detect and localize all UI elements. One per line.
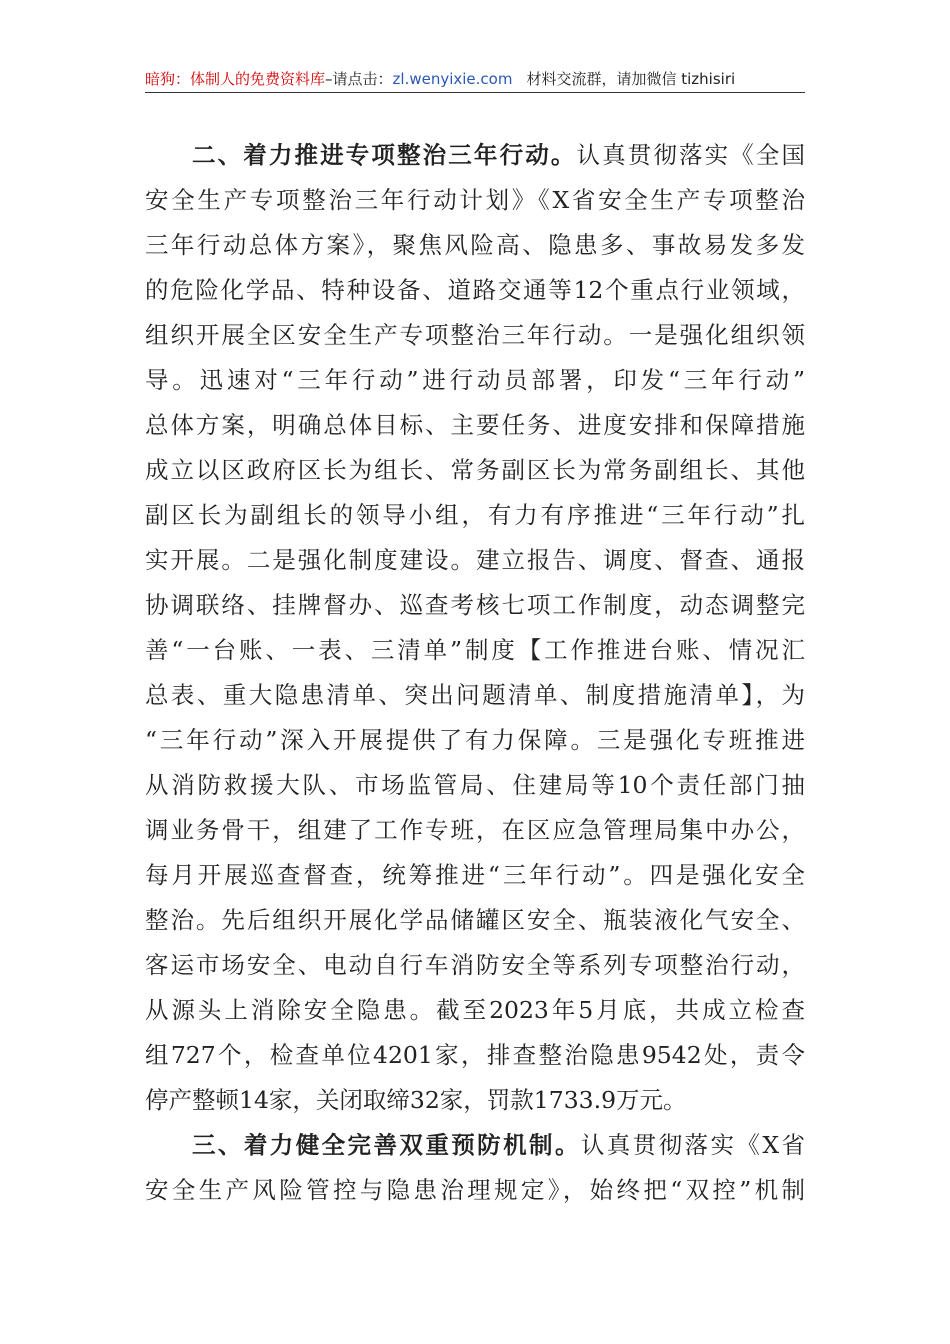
paragraph-line: 总体方案，明确总体目标、主要任务、进度安排和保障措施 xyxy=(145,411,805,439)
header-link[interactable]: zl.wenyixie.com xyxy=(392,70,513,88)
paragraph-line: 成立以区政府区长为组长、常务副区长为常务副组长、其他 xyxy=(145,456,805,484)
paragraph-line: 组727个，检查单位4201家，排查整治隐患9542处，责令 xyxy=(145,1041,805,1069)
paragraph-line: 每月开展巡查督查，统筹推进“三年行动”。四是强化安全 xyxy=(145,861,805,889)
paragraph-line: 安全生产风险管控与隐患治理规定》，始终把“双控”机制 xyxy=(145,1176,805,1204)
header-link-prefix: –请点击： xyxy=(325,70,393,88)
page-header xyxy=(145,68,805,89)
paragraph-line: 协调联络、挂牌督办、巡查考核七项工作制度，动态调整完 xyxy=(145,591,805,619)
paragraph-line: 整治。先后组织开展化学品储罐区安全、瓶装液化气安全、 xyxy=(145,906,805,934)
paragraph-line: 二、着力推进专项整治三年行动。认真贯彻落实《全国 xyxy=(192,141,806,169)
paragraph-line: 三年行动总体方案》，聚焦风险高、隐患多、事故易发多发 xyxy=(145,231,805,259)
paragraph-line: 总表、重大隐患清单、突出问题清单、制度措施清单】，为 xyxy=(145,681,805,709)
paragraph-line: 调业务骨干，组建了工作专班，在区应急管理局集中办公， xyxy=(145,816,805,844)
paragraph-line: 客运市场安全、电动自行车消防安全等系列专项整治行动， xyxy=(145,951,805,979)
section-heading: 三、着力健全完善双重预防机制。 xyxy=(192,1131,581,1159)
paragraph-line: 的危险化学品、特种设备、道路交通等12个重点行业领域， xyxy=(145,276,805,304)
paragraph-line: 三、着力健全完善双重预防机制。认真贯彻落实《X省 xyxy=(192,1131,806,1159)
paragraph-line: 善“一台账、一表、三清单”制度【工作推进台账、情况汇 xyxy=(145,636,805,664)
paragraph-line: 组织开展全区安全生产专项整治三年行动。一是强化组织领 xyxy=(145,321,805,349)
paragraph-line: 实开展。二是强化制度建设。建立报告、调度、督查、通报 xyxy=(145,546,805,574)
paragraph-line: 副区长为副组长的领导小组，有力有序推进“三年行动”扎 xyxy=(145,501,805,529)
header-divider xyxy=(145,92,805,93)
paragraph-line: 从源头上消除安全隐患。截至2023年5月底，共成立检查 xyxy=(145,996,805,1024)
header-contact-text: 材料交流群，请加微信 tizhisiri xyxy=(526,70,736,88)
paragraph-line: “三年行动”深入开展提供了有力保障。三是强化专班推进 xyxy=(145,726,805,754)
paragraph-line: 安全生产专项整治三年行动计划》《X省安全生产专项整治 xyxy=(145,186,805,214)
paragraph-line: 停产整顿14家，关闭取缔32家，罚款1733.9万元。 xyxy=(145,1086,687,1114)
paragraph-line: 导。迅速对“三年行动”进行动员部署，印发“三年行动” xyxy=(145,366,805,394)
paragraph-line: 从消防救援大队、市场监管局、住建局等10个责任部门抽 xyxy=(145,771,805,799)
header-site-name: 暗狗：体制人的免费资料库 xyxy=(145,70,326,88)
section-heading: 二、着力推进专项整治三年行动。 xyxy=(192,141,577,169)
